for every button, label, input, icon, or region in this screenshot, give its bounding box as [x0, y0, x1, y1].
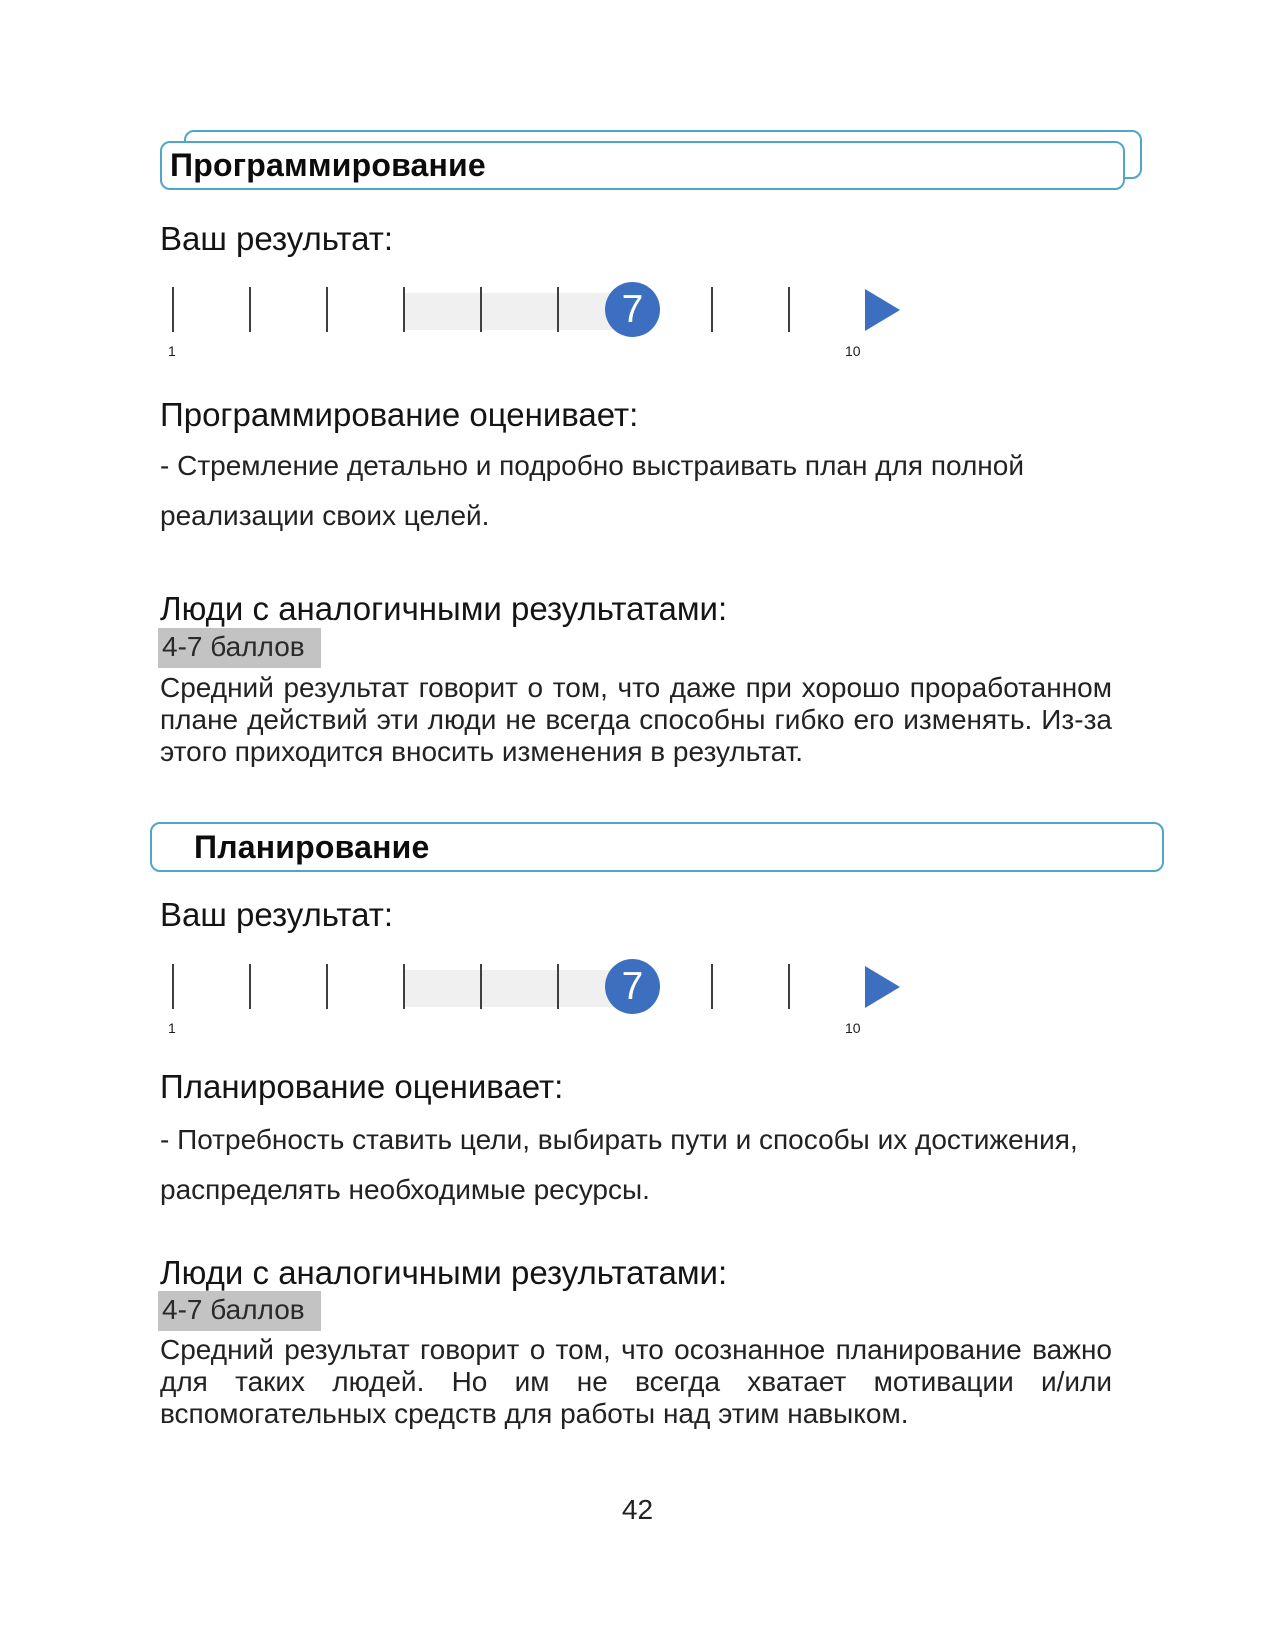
page-number: 42	[621, 1494, 654, 1525]
result-description: Средний результат говорит о том, что даже при хорошо проработанном плане действий эти люди не всегда способны гибко его изменять. Из-за этого приходится вносить изменения в результат.	[160, 672, 1112, 767]
scale-tick	[172, 287, 174, 332]
scale-tick	[326, 964, 328, 1009]
scale-tick	[249, 287, 251, 332]
evaluates-line: реализации своих целей.	[160, 500, 490, 531]
your-result-label: Ваш результат:	[160, 896, 394, 933]
similar-results-heading: Люди с аналогичными результатами:	[160, 1254, 728, 1291]
scale-tick	[480, 287, 482, 332]
your-result-label: Ваш результат:	[160, 220, 394, 257]
section-title-box	[160, 141, 1125, 190]
evaluates-heading: Программирование оценивает:	[160, 396, 639, 433]
score-marker	[605, 282, 660, 337]
section-title: Программирование	[170, 147, 486, 183]
scale-min-label: 1	[168, 343, 176, 359]
score-marker-value: 7	[621, 964, 644, 1008]
scale-min-label: 1	[168, 1020, 176, 1036]
scale-tick	[326, 287, 328, 332]
similar-results-heading: Люди с аналогичными результатами:	[160, 590, 728, 627]
section-title: Планирование	[194, 828, 430, 865]
score-range-badge: 4-7 баллов	[158, 1291, 321, 1331]
scale-tick	[249, 964, 251, 1009]
result-description: Средний результат говорит о том, что осознанное планирование важно для таких людей. Но им не всегда хватает мотивации и/или вспомогательных средств для работы над этим навыком.	[160, 1334, 1112, 1429]
scale-max-arrow-icon	[865, 289, 900, 331]
evaluates-line: распределять необходимые ресурсы.	[160, 1174, 650, 1205]
scale-max-label: 10	[845, 343, 861, 359]
score-marker	[605, 959, 660, 1014]
scale-tick	[480, 964, 482, 1009]
score-marker-value: 7	[621, 287, 644, 331]
section-title-box	[150, 822, 1164, 872]
scale-tick	[403, 964, 405, 1009]
scale-tick	[711, 964, 713, 1009]
score-scale	[160, 962, 920, 1040]
evaluates-line: - Стремление детально и подробно выстраивать план для полной	[160, 450, 1024, 481]
scale-tick	[557, 287, 559, 332]
scale-tick	[788, 964, 790, 1009]
evaluates-heading: Планирование оценивает:	[160, 1068, 564, 1105]
scale-tick	[788, 287, 790, 332]
scale-tick	[711, 287, 713, 332]
score-range-badge: 4-7 баллов	[158, 628, 321, 668]
score-scale	[160, 285, 920, 363]
scale-tick	[403, 287, 405, 332]
scale-tick	[557, 964, 559, 1009]
scale-max-label: 10	[845, 1020, 861, 1036]
scale-tick	[172, 964, 174, 1009]
evaluates-line: - Потребность ставить цели, выбирать пути и способы их достижения,	[160, 1124, 1078, 1155]
scale-max-arrow-icon	[865, 966, 900, 1008]
